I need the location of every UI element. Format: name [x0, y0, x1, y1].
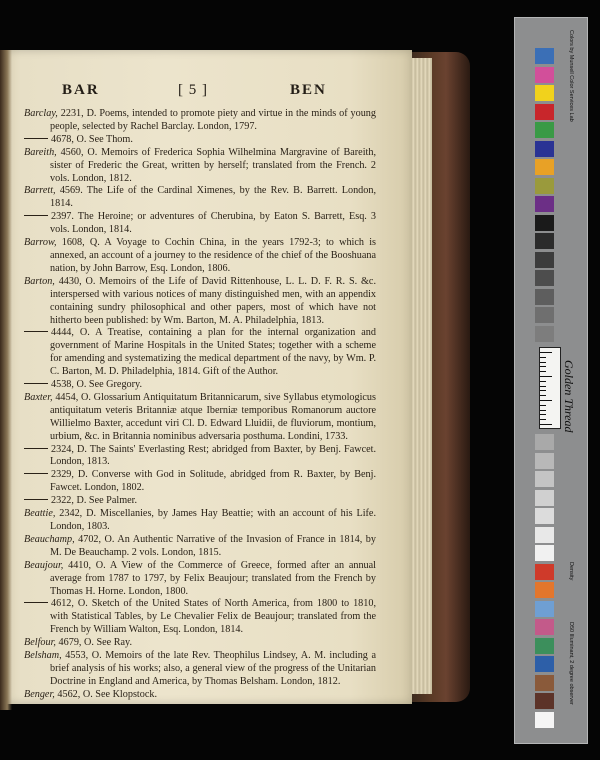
entry-author: Benger,: [24, 688, 55, 700]
catalog-entry: [0, 211, 412, 237]
ditto-dash: [24, 138, 48, 139]
entry-text: 1608, Q. A Voyage to Cochin China, in the years 1792-3; to which is annexed, an account of a journey to the residence of the chief of the Booshuana nation, by John Barrow, Esq. London, 1806.: [50, 237, 376, 274]
ruler-tick: [540, 357, 546, 358]
entry-text: 4569. The Life of the Cardinal Ximenes, by the Rev. B. Barrett. London, 1814.: [50, 185, 376, 210]
entry-text: 4538, O. See Gregory.: [51, 379, 143, 391]
entry-author: Barclay,: [24, 108, 58, 119]
catalog-entry: [0, 276, 412, 328]
color-patch: [535, 233, 554, 249]
color-patch: [535, 545, 554, 561]
ditto-dash: [24, 383, 48, 384]
ditto-dash: [24, 499, 48, 500]
color-patch: [535, 508, 554, 524]
strip-label-density: Density: [568, 562, 574, 581]
strip-brand: Golden Thread: [562, 360, 576, 433]
ruler-tick: [540, 400, 552, 401]
entry-text: 4410, O. A View of the Commerce of Greece, formed after an annual average from 1787 to 1797, by Felix Beaujour; translated from the French by Thomas H. Horne. London, 1800.: [50, 559, 376, 597]
ruler-tick: [540, 419, 546, 420]
entry-author: Barrow,: [24, 237, 57, 249]
header-right: BEN: [290, 82, 327, 98]
entry-text: 2397. The Heroine; or adventures of Cherubina, by Eaton S. Barrett, Esq. 3 vols. London, 1814.: [50, 211, 376, 236]
catalog-entry: [0, 327, 412, 379]
entry-text: 2231, D. Poems, intended to promote piety and virtue in the minds of young people, selected by Rachel Barclay. London, 1797.: [50, 108, 376, 132]
color-patch: [535, 159, 554, 175]
color-patch: [535, 471, 554, 487]
color-patch: [535, 656, 554, 672]
entry-text: 4454, O. Glossarium Antiquitatum Britannicarum, sive Syllabus etymologicus antiquitatum veteris Britanniæ atque Iberniæ temporibus Romanorum auctore Willielmo Baxter, accedunt viri Cl. D. Edward Lluidii, de fluviorum, montium, urbium, &c. in Britannia nominibus adversaria posthuma. Londini, 1733.: [50, 391, 376, 442]
catalog-entry: [0, 598, 412, 637]
entry-text: 4612, O. Sketch of the United States of North America, from 1800 to 1810, with Statistical Tables, by Le Chevalier Felix de Beaujour; translated from the French by William Walton, Esq. London, 1814.: [50, 598, 376, 636]
catalog-entry: [0, 444, 412, 470]
color-patch: [535, 712, 554, 728]
entry-author: Beattie,: [24, 508, 56, 520]
color-patch: [535, 48, 554, 64]
entry-text: 2322, D. See Palmer.: [51, 495, 138, 507]
color-patch: [535, 453, 554, 469]
entry-text: 4444, O. A Treatise, containing a plan for the internal organization and government of Marine Hospitals in the United States; together with a scheme for amending and systematizing the medical department of the navy, by Wm. P. C. Barton, M. D. Philadelphia, 1814. Gift of the Author.: [50, 327, 376, 378]
entry-author: Barton,: [24, 275, 55, 287]
color-patch: [535, 196, 554, 212]
ruler-tick: [540, 376, 552, 377]
ruler-tick: [540, 414, 546, 415]
entry-author: Baxter,: [24, 391, 53, 403]
color-patch: [535, 270, 554, 286]
entry-author: Belfour,: [24, 637, 56, 649]
scale-ruler: [539, 347, 561, 429]
entry-text: 2329, D. Converse with God in Solitude, abridged from R. Baxter, by Benj. Fawcet. London, 1802.: [50, 469, 376, 494]
color-calibration-strip: [514, 17, 588, 744]
entry-text: 2324, D. The Saints' Everlasting Rest; abridged from Baxter, by Benj. Fawcet. London, 1813.: [50, 443, 376, 468]
color-patch: [535, 122, 554, 138]
color-patch: [535, 85, 554, 101]
entry-text: 4430, O. Memoirs of the Life of David Rittenhouse, L. L. D. F. R. S. &c. interspersed with various notices of many distinguished men, with an appendix containing sundry philosophical and other papers, most of which have not hitherto been published: by Wm. Barton, M. A. Philadelphia, 1813.: [50, 275, 376, 326]
color-patch: [535, 619, 554, 635]
color-patch: [535, 490, 554, 506]
catalog-entry: [0, 560, 412, 599]
color-patch: [535, 638, 554, 654]
ruler-tick: [540, 362, 546, 363]
strip-label-bottom: D50 Illuminant, 2 degree observer: [568, 622, 574, 705]
ditto-dash: [24, 602, 48, 603]
catalog-entry: [0, 147, 412, 186]
ditto-dash: [24, 473, 48, 474]
entry-text: 4553, O. Memoirs of the late Rev. Theophilus Lindsey, A. M. including a brief analysis of his works; also, a general view of the progress of the Unitarian Doctrine in England and America, by Thomas Belsham. London, 1812.: [50, 650, 376, 687]
entry-author: Bareith,: [24, 146, 57, 158]
entry-text: 4562, O. See Klopstock.: [54, 688, 157, 700]
running-header: [0, 82, 412, 102]
ruler-tick: [540, 371, 546, 372]
catalog-entry: [0, 637, 412, 650]
catalog-entry: [0, 185, 412, 211]
color-patch: [535, 675, 554, 691]
book-page: [0, 50, 412, 704]
entry-author: Barrett,: [24, 185, 56, 197]
catalog-entry: [0, 379, 412, 392]
ruler-tick: [540, 352, 552, 353]
catalog-entry: [0, 392, 412, 444]
ruler-tick: [540, 366, 546, 367]
catalog-entry: [0, 650, 412, 689]
color-patch: [535, 693, 554, 709]
ruler-tick: [540, 395, 546, 396]
entry-text: 4702, O. An Authentic Narrative of the Invasion of France in 1814, by M. De Beauchamp. 2 vols. London, 1815.: [50, 533, 376, 558]
ruler-tick: [540, 390, 546, 391]
ruler-tick: [540, 410, 546, 411]
ruler-tick: [540, 424, 552, 425]
entry-author: Beauchamp,: [24, 533, 75, 545]
ditto-dash: [24, 331, 48, 332]
color-patch: [535, 104, 554, 120]
color-patch: [535, 289, 554, 305]
entry-text: 4679, O. See Ray.: [55, 637, 133, 649]
ruler-tick: [540, 386, 546, 387]
catalog-entry: [0, 689, 412, 702]
page-number: [ 5 ]: [178, 82, 208, 98]
color-patch: [535, 307, 554, 323]
color-patch: [535, 215, 554, 231]
catalog-entry: [0, 508, 412, 534]
color-patch: [535, 252, 554, 268]
ditto-dash: [24, 448, 48, 449]
book-photo: [0, 44, 472, 704]
ditto-dash: [24, 215, 48, 216]
color-patch: [535, 434, 554, 450]
color-patch: [535, 582, 554, 598]
color-patch: [535, 178, 554, 194]
color-patch: [535, 326, 554, 342]
entry-author: Belsham,: [24, 650, 62, 662]
entry-text: 4560, O. Memoirs of Frederica Sophia Wilhelmina Margravine of Bareith, sister of Frederic the Great, written by herself; translated from the French. 2 vols. London, 1812.: [50, 146, 376, 184]
catalog-entries: [0, 108, 412, 702]
catalog-entry: [0, 469, 412, 495]
entry-text: 2342, D. Miscellanies, by James Hay Beattie; with an account of his Life. London, 1803.: [50, 508, 376, 532]
color-patch: [535, 141, 554, 157]
color-patch: [535, 601, 554, 617]
strip-inner: [519, 22, 583, 738]
catalog-entry: [0, 237, 412, 276]
ruler-tick: [540, 381, 546, 382]
entry-text: 4678, O. See Thom.: [51, 133, 133, 145]
color-patch: [535, 527, 554, 543]
catalog-entry: [0, 134, 412, 147]
entry-author: Beaujour,: [24, 559, 64, 571]
color-patch: [535, 67, 554, 83]
catalog-entry: [0, 495, 412, 508]
catalog-entry: [0, 534, 412, 560]
ruler-tick: [540, 405, 546, 406]
color-patch: [535, 564, 554, 580]
catalog-entry: [0, 108, 412, 134]
strip-label-top: Colors by Munsell Color Services Lab: [568, 30, 574, 122]
header-left: BAR: [62, 82, 100, 98]
